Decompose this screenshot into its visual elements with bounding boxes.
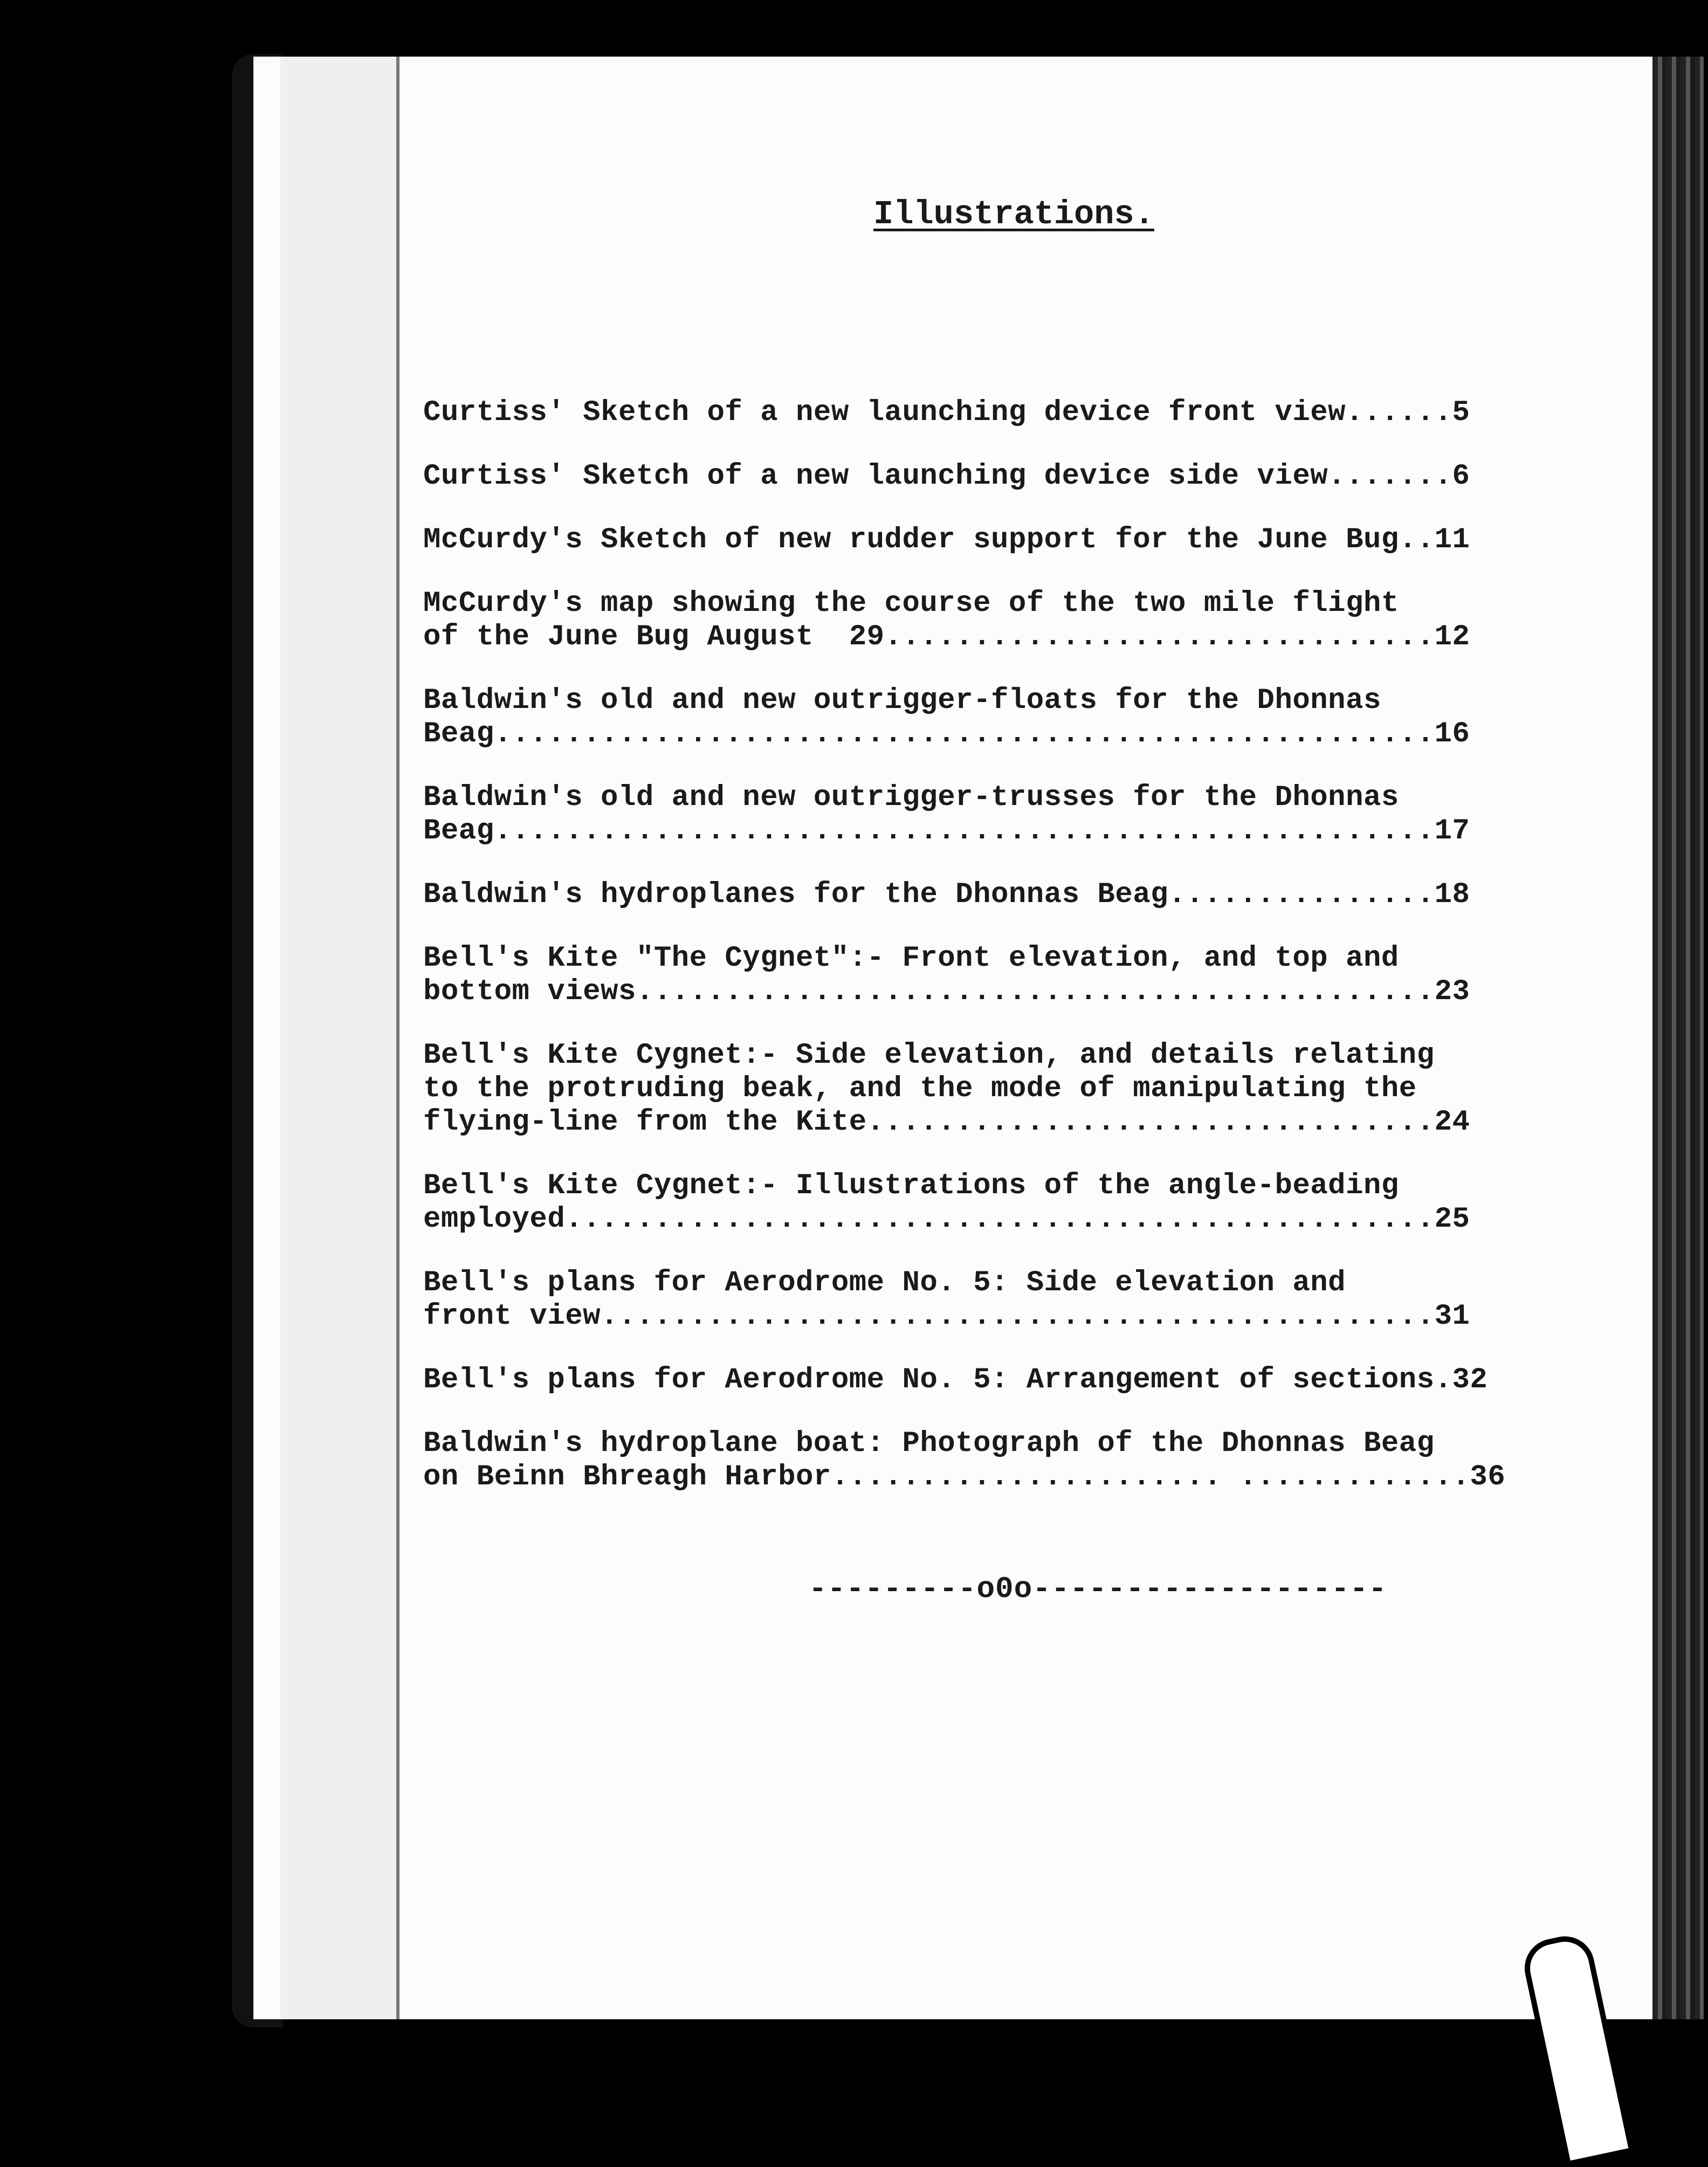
list-item: McCurdy's Sketch of new rudder support for the June Bug..11 — [423, 524, 1470, 556]
page-title-punctuation: . — [1134, 195, 1154, 233]
list-item: Bell's plans for Aerodrome No. 5: Arrangement of sections.32 — [423, 1364, 1488, 1396]
list-item: Curtiss' Sketch of a new launching device front view......5 — [423, 396, 1470, 429]
list-item: McCurdy's map showing the course of the two mile flight of the June Bug August 29...............................12 — [423, 587, 1470, 653]
list-item: Baldwin's hydroplanes for the Dhonnas Beag...............18 — [423, 878, 1470, 911]
list-item: Baldwin's hydroplane boat: Photograph of the Dhonnas Beag on Beinn Bhreagh Harbor...................... .............36 — [423, 1427, 1506, 1494]
list-item: Curtiss' Sketch of a new launching device side view.......6 — [423, 460, 1470, 493]
list-item: Bell's Kite Cygnet:- Illustrations of the angle-beading employed.................................................25 — [423, 1170, 1470, 1236]
list-item: Baldwin's old and new outrigger-trusses for the Dhonnas Beag.....................................................17 — [423, 781, 1470, 848]
margin-rule-line — [396, 57, 400, 2019]
section-divider: ---------o0o------------------- — [809, 1572, 1387, 1606]
page-title — [873, 195, 1154, 233]
illustrations-list — [423, 396, 1572, 1494]
list-item: Baldwin's old and new outrigger-floats for the Dhonnas Beag.....................................................16 — [423, 684, 1470, 751]
page-title-text: Illustrations — [873, 195, 1134, 233]
list-item: Bell's Kite "The Cygnet":- Front elevation, and top and bottom views.............................................23 — [423, 942, 1470, 1008]
book-page-edges — [1652, 57, 1704, 2019]
list-item: Bell's plans for Aerodrome No. 5: Side elevation and front view...............................................31 — [423, 1267, 1470, 1333]
list-item: Bell's Kite Cygnet:- Side elevation, and details relating to the protruding beak, and the mode of manipulating the flying-line from the Kite................................24 — [423, 1039, 1470, 1139]
page-binding-margin — [280, 57, 399, 2019]
